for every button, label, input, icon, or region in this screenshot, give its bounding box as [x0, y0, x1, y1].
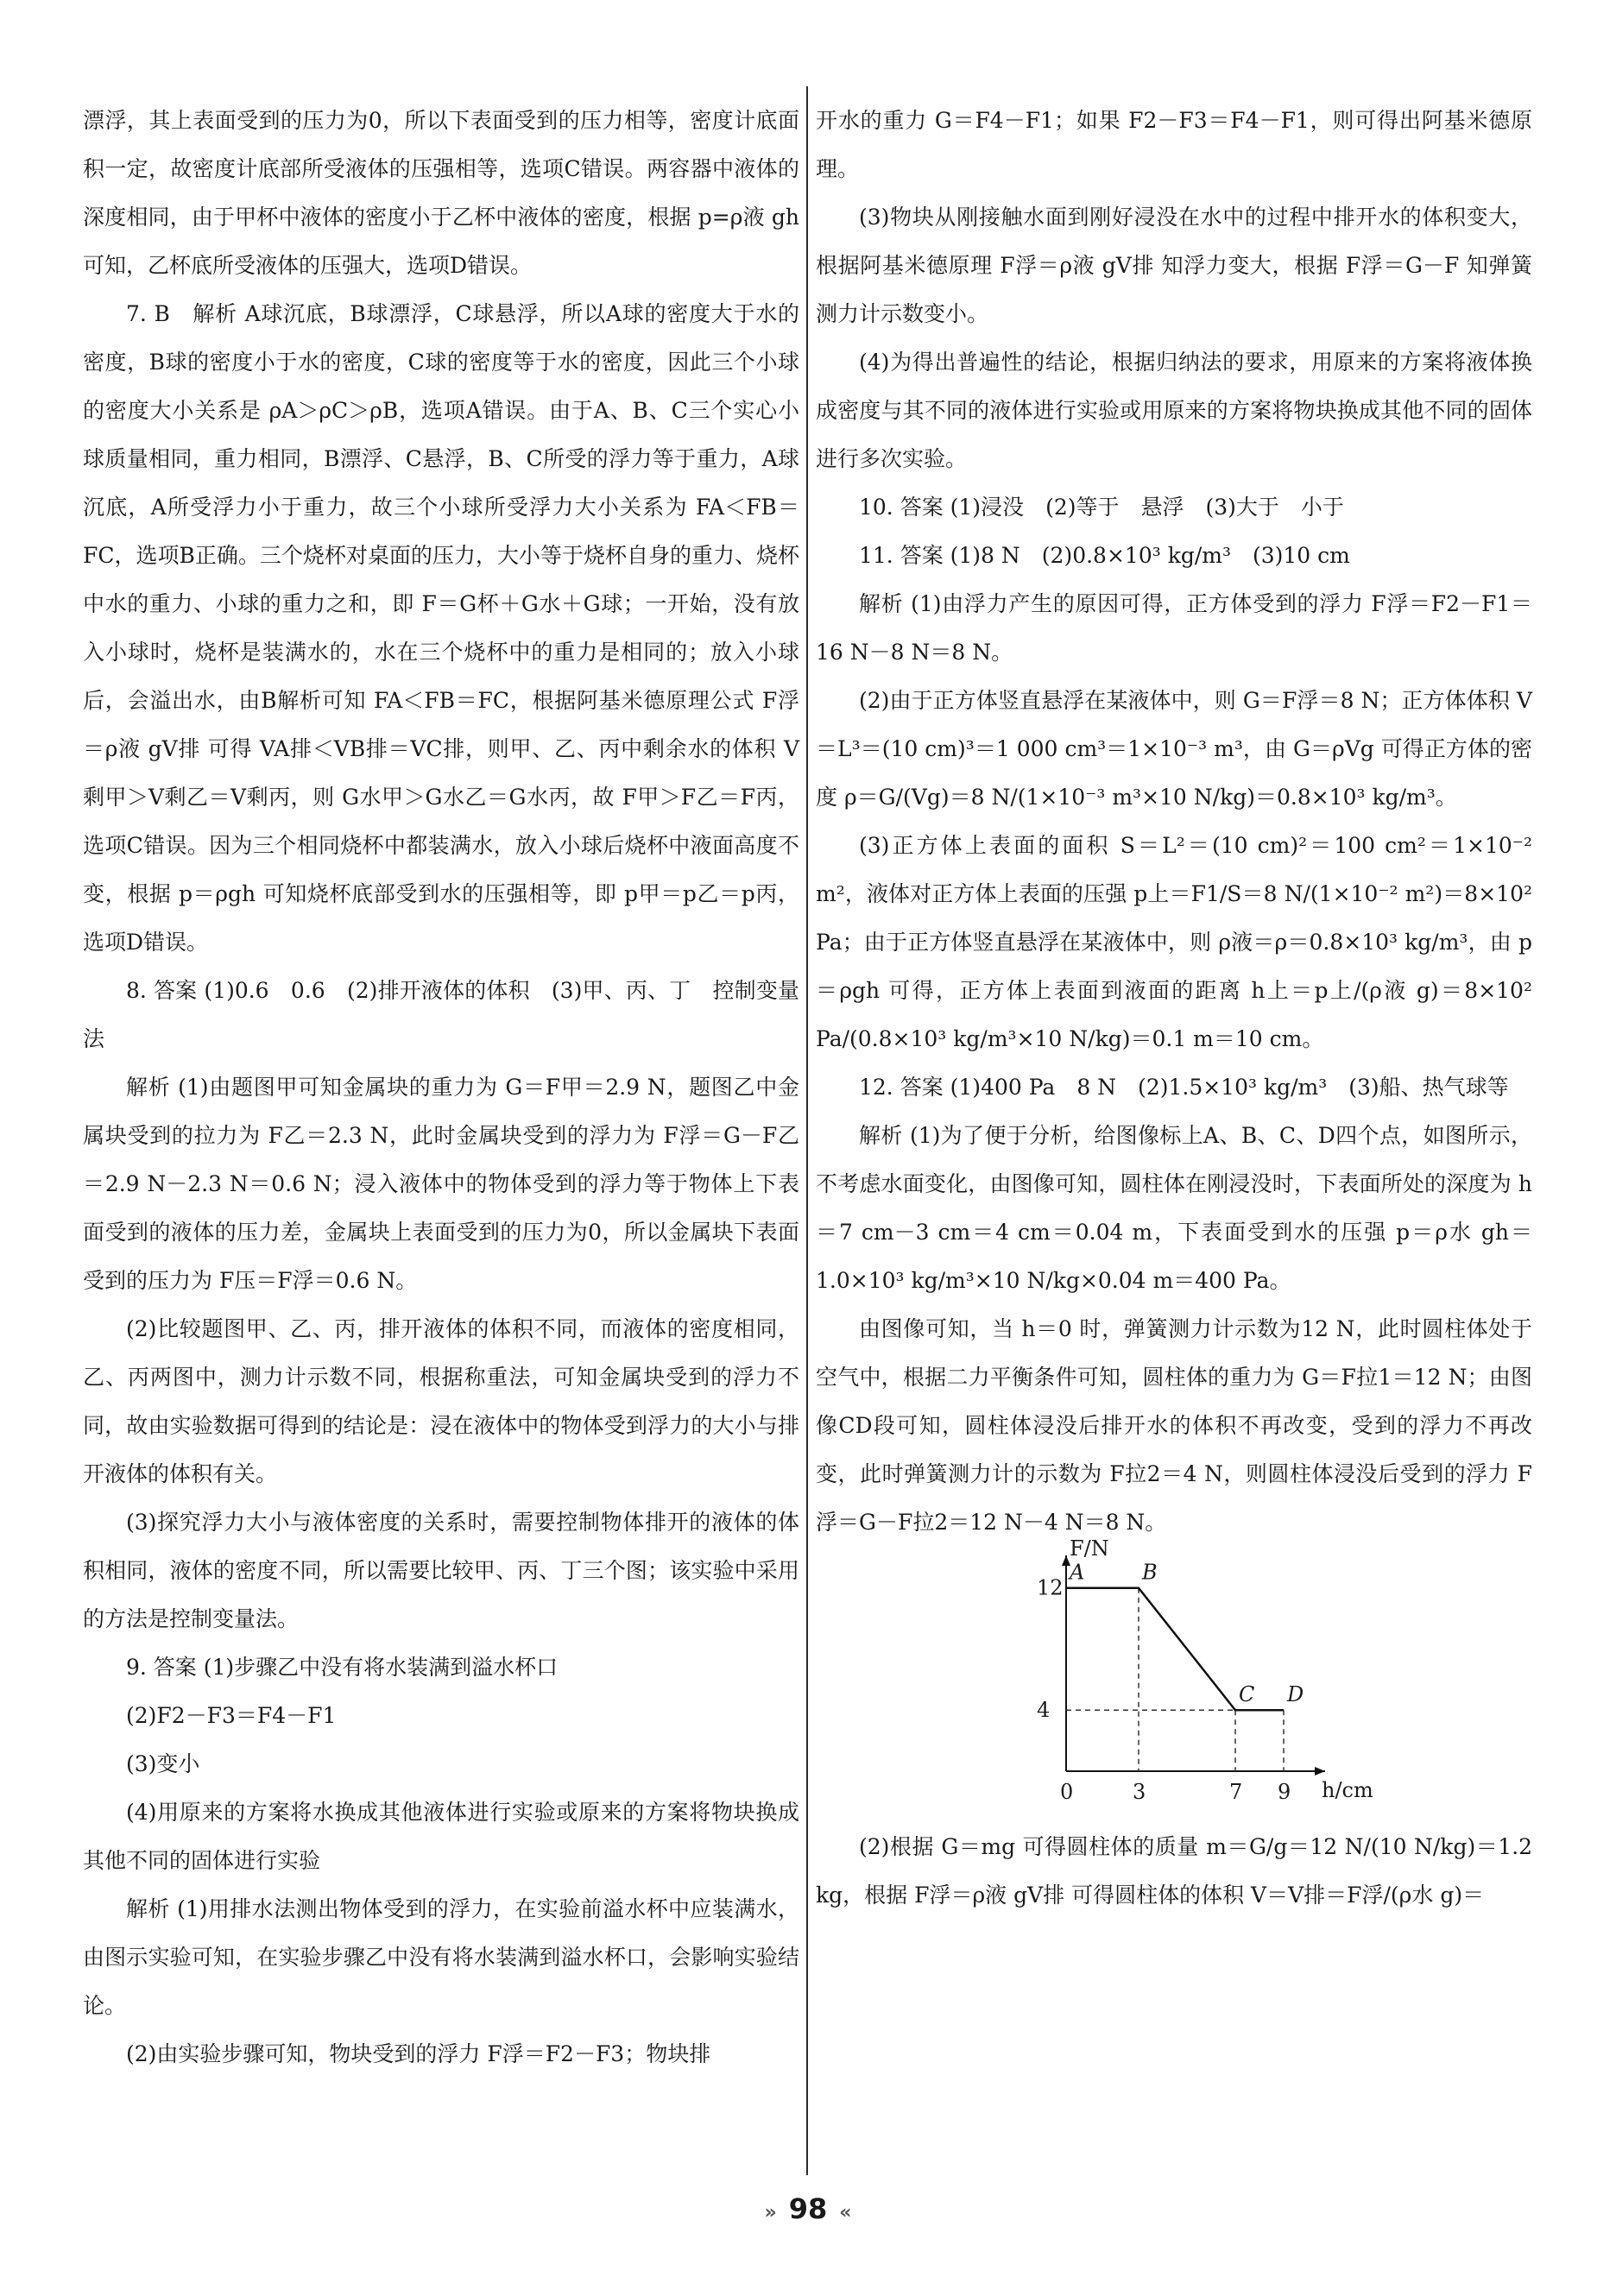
paragraph-l9: (3)变小: [126, 1751, 200, 1776]
x-tick-label-3: 9: [1278, 1780, 1291, 1804]
paragraph-r12: (2)根据 G＝mg 可得圆柱体的质量 m＝G/g＝12 N/(10 N/kg)＝1.2 kg，根据 F浮＝ρ液 gV排 可得圆柱体的体积 V＝V排＝F浮/(ρ水 g)＝: [816, 1834, 1532, 1908]
paragraph-l11: 解析 (1)用排水法测出物体受到的浮力，在实验前溢水杯中应装满水，由图示实验可知，在实验步骤乙中没有将水装满到溢水杯口，会影响实验结论。: [83, 1896, 799, 2018]
point-label-D: D: [1287, 1682, 1304, 1707]
paragraph-r6: 解析 (1)由浮力产生的原因可得，正方体受到的浮力 F浮＝F2－F1＝16 N－8 N＝8 N。: [816, 591, 1532, 665]
right-column: [816, 97, 1532, 1920]
point-label-C: C: [1239, 1682, 1255, 1707]
paragraph-r4: 10. 答案 (1)浸没 (2)等于 悬浮 (3)大于 小于: [859, 495, 1344, 520]
paragraph-r1: 开水的重力 G＝F4－F1；如果 F2－F3＝F4－F1，则可得出阿基米德原理。: [816, 108, 1532, 181]
left-column: [83, 97, 799, 2078]
point-label-B: B: [1142, 1560, 1158, 1585]
paragraph-r10: 解析 (1)为了便于分析，给图像标上A、B、C、D四个点，如图所示，不考虑水面变化，由图像可知，圆柱体在刚浸没时，下表面所处的深度为 h＝7 cm－3 cm＝4 cm＝0.04 m，下表面受到水的压强 p＝ρ水 gh＝1.0×10³ kg/m³×10 N/kg×0.04 m＝400 Pa。: [816, 1123, 1532, 1293]
y-tick-label-0: 4: [1037, 1698, 1051, 1723]
right-column-text-bottom: [816, 1823, 1532, 1920]
x-tick-label-0: 0: [1060, 1780, 1074, 1804]
paragraph-r7: (2)由于正方体竖直悬浮在某液体中，则 G＝F浮＝8 N；正方体体积 V＝L³＝(10 cm)³＝1 000 cm³＝1×10⁻³ m³，由 G＝ρVg 可得正方体的密度 ρ＝G/(Vg)＝8 N/(1×10⁻³ m³×10 N/kg)＝0.8×10³ kg/m³。: [816, 688, 1532, 810]
x-tick-label-2: 7: [1229, 1780, 1243, 1804]
paragraph-l12: (2)由实验步骤可知，物块受到的浮力 F浮＝F2－F3；物块排: [126, 2041, 711, 2066]
paragraph-r9: 12. 答案 (1)400 Pa 8 N (2)1.5×10³ kg/m³ (3)船、热气球等: [859, 1075, 1509, 1100]
paragraph-l2: 7. B 解析 A球沉底，B球漂浮，C球悬浮，所以A球的密度大于水的密度，B球的密度小于水的密度，C球的密度等于水的密度，因此三个小球的密度大小关系是 ρA＞ρC＞ρB，选项A错误。由于A、B、C三个实心小球质量相同，重力相同，B漂浮、C悬浮，B、C所受的浮力等于重力，A球沉底，A所受浮力小于重力，故三个小球所受浮力大小关系为 FA＜FB＝FC，选项B正确。三个烧杯对桌面的压力，大小等于烧杯自身的重力、烧杯中水的重力、小球的重力之和，即 F＝G杯＋G水＋G球；一开始，没有放入小球时，烧杯是装满水的，水在三个烧杯中的重力是相同的；放入小球后，会溢出水，由B解析可知 FA＜FB＝FC，根据阿基米德原理公式 F浮＝ρ液 gV排 可得 VA排＜VB排＝VC排，则甲、乙、丙中剩余水的体积 V剩甲＞V剩乙＝V剩丙，则 G水甲＞G水乙＝G水丙，故 F甲＞F乙＝F丙，选项C错误。因为三个相同烧杯中都装满水，放入小球后烧杯中液面高度不变，根据 p＝ρgh 可知烧杯底部受到水的压强相等，即 p甲＝p乙＝p丙，选项D错误。: [83, 301, 799, 955]
paragraph-l7: 9. 答案 (1)步骤乙中没有将水装满到溢水杯口: [126, 1655, 559, 1680]
paragraph-l4: 解析 (1)由题图甲可知金属块的重力为 G＝F甲＝2.9 N，题图乙中金属块受到的拉力为 F乙＝2.3 N，此时金属块受到的浮力为 F浮＝G－F乙＝2.9 N－2.3 N＝0.6 N；浸入液体中的物体受到的浮力等于物体上下表面受到的液体的压力差，金属块上表面受到的压力为0，所以金属块下表面受到的压力为 F压＝F浮＝0.6 N。: [83, 1075, 799, 1293]
page-arrow-left-icon: »: [764, 2202, 777, 2223]
x-axis-label: h/cm: [1322, 1778, 1373, 1802]
x-tick-label-1: 3: [1133, 1780, 1146, 1804]
y-axis-label: F/N: [1070, 1536, 1109, 1561]
paragraph-r11: 由图像可知，当 h＝0 时，弹簧测力计示数为12 N，此时圆柱体处于空气中，根据二力平衡条件可知，圆柱体的重力为 G＝F拉1＝12 N；由图像CD段可知，圆柱体浸没后排开水的体积不再改变，受到的浮力不再改变，此时弹簧测力计的示数为 F拉2＝4 N，则圆柱体浸没后受到的浮力 F浮＝G－F拉2＝12 N－4 N＝8 N。: [816, 1316, 1532, 1535]
paragraph-r5: 11. 答案 (1)8 N (2)0.8×10³ kg/m³ (3)10 cm: [859, 543, 1350, 568]
page-number: » 98 «: [764, 2192, 852, 2225]
paragraph-l6: (3)探究浮力大小与液体密度的关系时，需要控制物体排开的液体的体积相同，液体的密度不同，所以需要比较甲、丙、丁三个图；该实验中采用的方法是控制变量法。: [83, 1510, 799, 1631]
x-axis-arrow-icon: [1315, 1767, 1325, 1776]
paragraph-l8: (2)F2－F3＝F4－F1: [126, 1703, 337, 1728]
chart-svg: [1014, 1536, 1373, 1814]
force-depth-chart: [1014, 1536, 1373, 1814]
page-arrow-right-icon: «: [839, 2202, 852, 2223]
paragraph-r2: (3)物块从刚接触水面到刚好浸没在水中的过程中排开水的体积变大，根据阿基米德原理 F浮＝ρ液 gV排 知浮力变大，根据 F浮＝G－F 知弹簧测力计示数变小。: [816, 205, 1532, 326]
paragraph-l10: (4)用原来的方案将水换成其他液体进行实验或原来的方案将物块换成其他不同的固体进行实验: [83, 1800, 799, 1873]
paragraph-r3: (4)为得出普遍性的结论，根据归纳法的要求，用原来的方案将液体换成密度与其不同的液体进行实验或用原来的方案将物块换成其他不同的固体进行多次实验。: [816, 350, 1532, 471]
paragraph-l3: 8. 答案 (1)0.6 0.6 (2)排开液体的体积 (3)甲、丙、丁 控制变量法: [83, 978, 799, 1051]
paragraph-r8: (3)正方体上表面的面积 S＝L²＝(10 cm)²＝100 cm²＝1×10⁻² m²，液体对正方体上表面的压强 p上＝F1/S＝8 N/(1×10⁻² m²)＝8×10² Pa；由于正方体竖直悬浮在某液体中，则 ρ液＝ρ＝0.8×10³ kg/m³，由 p＝ρgh 可得，正方体上表面到液面的距离 h上＝p上/(ρ液 g)＝8×10² Pa/(0.8×10³ kg/m³×10 N/kg)＝0.1 m＝10 cm。: [816, 833, 1532, 1051]
paragraph-l5: (2)比较题图甲、乙、丙，排开液体的体积不同，而液体的密度相同，乙、丙两图中，测力计示数不同，根据称重法，可知金属块受到的浮力不同，故由实验数据可得到的结论是：浸在液体中的物体受到浮力的大小与排开液体的体积有关。: [83, 1316, 799, 1486]
point-label-A: A: [1070, 1560, 1085, 1585]
column-divider: [806, 86, 808, 2175]
y-tick-label-1: 12: [1037, 1575, 1064, 1600]
paragraph-l1: 漂浮，其上表面受到的压力为0，所以下表面受到的压力相等，密度计底面积一定，故密度计底部所受液体的压强相等，选项C错误。两容器中液体的深度相同，由于甲杯中液体的密度小于乙杯中液体的密度，根据 p=ρ液 gh 可知，乙杯底所受液体的压强大，选项D错误。: [83, 108, 799, 278]
right-column-text-top: [816, 97, 1532, 1547]
